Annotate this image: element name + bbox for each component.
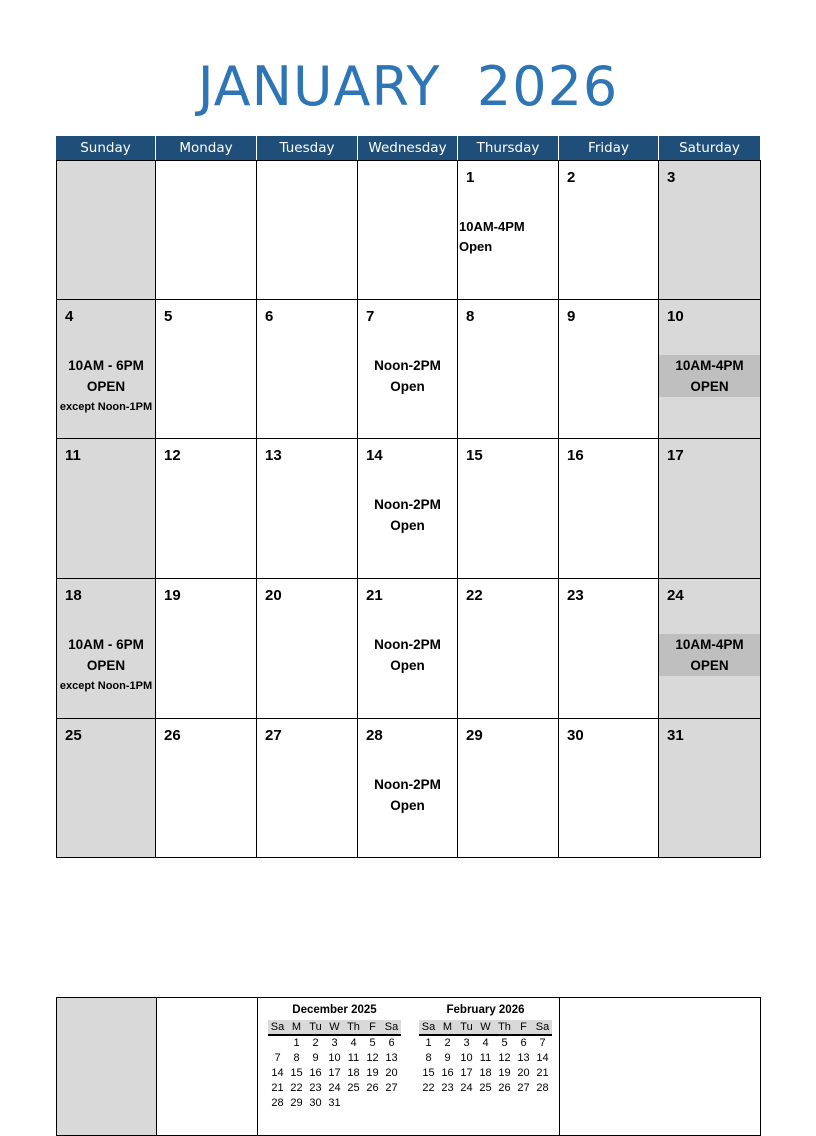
mini-day: 24: [328, 1082, 341, 1094]
day-cell[interactable]: [256, 718, 358, 858]
mini-day: 7: [539, 1037, 546, 1049]
mini-calendar-row: [419, 1036, 552, 1051]
mini-day: 22: [422, 1082, 435, 1094]
day-number: 2: [567, 169, 576, 186]
mini-day: 17: [328, 1067, 341, 1079]
day-number: 20: [265, 587, 282, 604]
day-cell[interactable]: [457, 578, 559, 719]
day-cell[interactable]: [658, 299, 761, 439]
mini-day: [268, 1036, 287, 1051]
day-cell[interactable]: [457, 299, 559, 439]
mini-weekday: Sa: [535, 1021, 550, 1033]
mini-calendar-title: December 2025: [292, 1004, 377, 1016]
mini-day: 19: [366, 1067, 379, 1079]
mini-day: 1: [425, 1037, 432, 1049]
mini-day: 13: [517, 1052, 530, 1064]
day-cell[interactable]: [155, 160, 257, 300]
mini-day: 8: [293, 1052, 300, 1064]
mini-day: [382, 1096, 401, 1111]
mini-weekday: M: [291, 1021, 302, 1033]
mini-weekday: Sa: [270, 1021, 285, 1033]
mini-day: 21: [271, 1082, 284, 1094]
mini-day: 9: [444, 1052, 451, 1064]
mini-day: 16: [441, 1067, 454, 1079]
mini-day: 20: [385, 1067, 398, 1079]
mini-calendars-cell: [257, 997, 560, 1136]
day-cell[interactable]: [256, 438, 358, 579]
mini-day: 28: [271, 1097, 284, 1109]
mini-day: 13: [385, 1052, 398, 1064]
event-line: Noon-2PM: [374, 637, 441, 652]
day-cell[interactable]: [558, 718, 659, 858]
day-cell[interactable]: [558, 578, 659, 719]
event-line: 10AM - 6PM: [68, 358, 144, 373]
event-line: Noon-2PM: [374, 777, 441, 792]
day-number: 3: [667, 169, 676, 186]
mini-day: 15: [422, 1067, 435, 1079]
event-text: [358, 355, 457, 397]
day-cell[interactable]: [658, 718, 761, 858]
day-number: 7: [366, 308, 375, 325]
mini-day: 26: [498, 1082, 511, 1094]
mini-day: 5: [369, 1037, 376, 1049]
mini-calendar-title: February 2026: [446, 1004, 525, 1016]
mini-day: 25: [347, 1082, 360, 1094]
day-number: 19: [164, 587, 181, 604]
day-cell[interactable]: [56, 160, 156, 300]
day-number: 1: [466, 169, 475, 186]
mini-day: 22: [290, 1082, 303, 1094]
day-number: 27: [265, 727, 282, 744]
mini-day: 29: [290, 1097, 303, 1109]
mini-day: 4: [350, 1037, 357, 1049]
day-cell[interactable]: [256, 578, 358, 719]
mini-day: 11: [479, 1052, 492, 1064]
day-number: 24: [667, 587, 684, 604]
event-text: [358, 634, 457, 676]
day-number: 23: [567, 587, 584, 604]
day-cell[interactable]: [357, 160, 458, 300]
day-cell[interactable]: [457, 438, 559, 579]
mini-day: 1: [293, 1037, 300, 1049]
day-number: 9: [567, 308, 576, 325]
day-cell[interactable]: [658, 438, 761, 579]
mini-day: 14: [271, 1067, 284, 1079]
weekday-header: Sunday: [56, 136, 156, 161]
mini-day: 3: [463, 1037, 470, 1049]
day-cell[interactable]: [256, 299, 358, 439]
day-number: 18: [65, 587, 82, 604]
notes-cell: [56, 997, 157, 1136]
day-cell[interactable]: [56, 299, 156, 439]
day-cell[interactable]: [357, 299, 458, 439]
event-line: Noon-2PM: [374, 358, 441, 373]
mini-day: 6: [388, 1037, 395, 1049]
mini-calendar-row: [268, 1066, 401, 1081]
weekday-header: Friday: [559, 136, 659, 161]
mini-day: 25: [479, 1082, 492, 1094]
day-number: 25: [65, 727, 82, 744]
event-text: [358, 494, 457, 536]
day-number: 12: [164, 447, 181, 464]
day-number: 5: [164, 308, 173, 325]
mini-day: 27: [517, 1082, 530, 1094]
day-number: 29: [466, 727, 483, 744]
mini-day: 8: [425, 1052, 432, 1064]
mini-day: 18: [479, 1067, 492, 1079]
event-line: Noon-2PM: [374, 497, 441, 512]
day-number: 4: [65, 308, 74, 325]
mini-day: 23: [309, 1082, 322, 1094]
mini-calendar-header: [419, 1020, 552, 1036]
mini-day: [344, 1096, 363, 1111]
page-title: JANUARY 2026: [197, 55, 619, 118]
mini-day: 6: [520, 1037, 527, 1049]
day-cell[interactable]: [457, 718, 559, 858]
day-cell[interactable]: [357, 578, 458, 719]
weekday-header: Tuesday: [257, 136, 358, 161]
mini-day: 23: [441, 1082, 454, 1094]
event-text: [459, 217, 559, 257]
event-text: [358, 774, 457, 816]
day-cell[interactable]: [155, 438, 257, 579]
event-line: Open: [390, 798, 425, 813]
mini-day: 18: [347, 1067, 360, 1079]
day-cell[interactable]: [256, 160, 358, 300]
day-number: 14: [366, 447, 383, 464]
notes-cell: [156, 997, 258, 1136]
mini-day: 2: [444, 1037, 451, 1049]
mini-weekday: M: [442, 1021, 453, 1033]
day-number: 11: [65, 447, 81, 464]
day-cell[interactable]: [155, 718, 257, 858]
day-number: 8: [466, 308, 475, 325]
event-line: Open: [390, 379, 425, 394]
mini-weekday: F: [369, 1021, 376, 1033]
event-text: [57, 634, 155, 697]
day-cell[interactable]: [457, 160, 559, 300]
day-cell[interactable]: [155, 299, 257, 439]
event-note: except Noon-1PM: [59, 401, 153, 413]
day-cell[interactable]: [558, 299, 659, 439]
day-number: 10: [667, 308, 684, 325]
event-line: 10AM - 6PM: [68, 637, 144, 652]
weekday-header: Saturday: [659, 136, 761, 161]
mini-day: 7: [274, 1052, 281, 1064]
mini-day: 19: [498, 1067, 511, 1079]
mini-day: 11: [347, 1052, 360, 1064]
mini-day: 21: [536, 1067, 549, 1079]
day-number: 26: [164, 727, 181, 744]
mini-calendar: [268, 1004, 401, 1111]
mini-day: 14: [536, 1052, 549, 1064]
weekday-header: Wednesday: [358, 136, 458, 161]
day-cell[interactable]: [56, 578, 156, 719]
day-cell[interactable]: [357, 438, 458, 579]
mini-day: 9: [312, 1052, 319, 1064]
mini-weekday: Th: [498, 1021, 511, 1033]
mini-weekday: F: [520, 1021, 527, 1033]
day-number: 28: [366, 727, 383, 744]
mini-calendar-row: [268, 1096, 401, 1111]
day-cell[interactable]: [56, 718, 156, 858]
mini-calendar-row: [268, 1081, 401, 1096]
day-number: 13: [265, 447, 282, 464]
day-number: 22: [466, 587, 483, 604]
mini-day: 2: [312, 1037, 319, 1049]
day-cell[interactable]: [658, 160, 761, 300]
mini-day: 17: [460, 1067, 473, 1079]
event-line: OPEN: [86, 379, 126, 394]
day-number: 30: [567, 727, 584, 744]
mini-day: 10: [328, 1052, 341, 1064]
day-number: 6: [265, 308, 274, 325]
mini-weekday: Tu: [309, 1021, 322, 1033]
mini-day: 15: [290, 1067, 303, 1079]
event-line: OPEN: [690, 658, 729, 673]
mini-weekday: W: [480, 1021, 491, 1033]
mini-day: 28: [536, 1082, 549, 1094]
mini-day: 4: [482, 1037, 489, 1049]
mini-calendar-header: [268, 1020, 401, 1036]
calendar-grid: [56, 136, 761, 1109]
event-note: except Noon-1PM: [59, 680, 153, 692]
mini-calendar-row: [268, 1051, 401, 1066]
event-line: Open: [459, 239, 493, 254]
mini-day: 20: [517, 1067, 530, 1079]
event-text: [659, 634, 760, 676]
day-cell[interactable]: [357, 718, 458, 858]
mini-day: 27: [385, 1082, 398, 1094]
mini-calendar-row: [268, 1036, 401, 1051]
day-number: 31: [667, 727, 684, 744]
event-line: OPEN: [86, 658, 126, 673]
event-text: [57, 355, 155, 418]
mini-day: 5: [501, 1037, 508, 1049]
mini-weekday: Sa: [384, 1021, 399, 1033]
event-line: Open: [390, 518, 425, 533]
weekday-header: Thursday: [458, 136, 559, 161]
mini-calendar: [419, 1004, 552, 1096]
event-line: 10AM-4PM: [459, 219, 525, 234]
day-cell[interactable]: [155, 578, 257, 719]
notes-cell: [559, 997, 761, 1136]
day-number: 21: [366, 587, 383, 604]
day-number: 16: [567, 447, 584, 464]
mini-weekday: Tu: [460, 1021, 473, 1033]
day-cell[interactable]: [558, 438, 659, 579]
mini-day: [363, 1096, 382, 1111]
weekday-header: Monday: [156, 136, 257, 161]
day-cell[interactable]: [56, 438, 156, 579]
mini-weekday: W: [329, 1021, 340, 1033]
day-number: 15: [466, 447, 483, 464]
mini-day: 24: [460, 1082, 473, 1094]
day-cell[interactable]: [558, 160, 659, 300]
day-number: 17: [667, 447, 684, 464]
day-cell[interactable]: [658, 578, 761, 719]
mini-day: 3: [331, 1037, 338, 1049]
mini-calendar-row: [419, 1066, 552, 1081]
event-line: 10AM-4PM: [675, 358, 744, 373]
mini-calendar-row: [419, 1051, 552, 1066]
event-text: [659, 355, 760, 397]
event-line: Open: [390, 658, 425, 673]
event-line: OPEN: [690, 379, 729, 394]
mini-day: 26: [366, 1082, 379, 1094]
mini-day: 12: [366, 1052, 379, 1064]
mini-day: 30: [309, 1097, 322, 1109]
mini-day: 12: [498, 1052, 511, 1064]
mini-day: 16: [309, 1067, 322, 1079]
mini-day: 31: [328, 1097, 341, 1109]
event-line: 10AM-4PM: [675, 637, 744, 652]
mini-calendar-row: [419, 1081, 552, 1096]
mini-weekday: Th: [347, 1021, 360, 1033]
mini-weekday: Sa: [421, 1021, 436, 1033]
mini-day: 10: [460, 1052, 473, 1064]
